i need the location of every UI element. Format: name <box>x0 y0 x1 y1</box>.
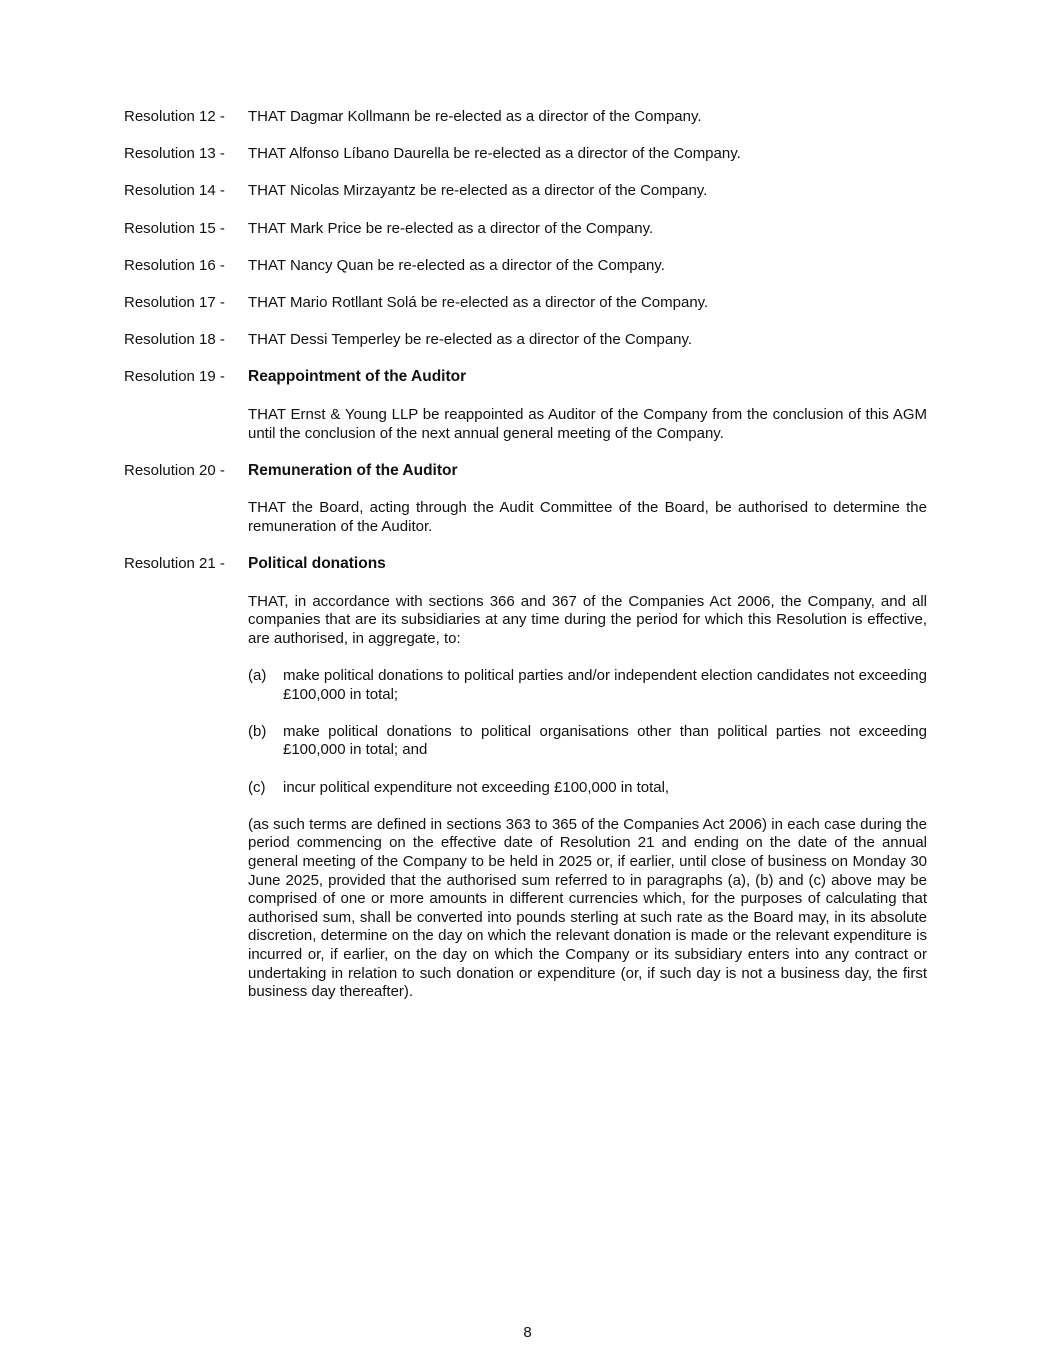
resolution-21-closing: (as such terms are defined in sections 363 to 365 of the Companies Act 2006) in each case during the period commencing on the effective date of Resolution 21 and ending on the date of the annual general meeting of the Company to be held in 2025 or, if earlier, until close of business on Monday 30 June 2025, provided that the authorised sum referred to in paragraphs (a), (b) and (c) above may be comprised of one or more amounts in different currencies which, for the purposes of calculating that authorised sum, shall be converted into pounds sterling at such rate as the Board may, in its absolute discretion, determine on the day on which the relevant donation is made or the relevant expenditure is incurred or, if earlier, on the day on which the Company or its subsidiary enters into any contract or undertaking in relation to such donation or expenditure (or, if such day is not a business day, the first business day thereafter). <box>248 815 927 1001</box>
list-marker: (c) <box>248 778 266 796</box>
resolution-21-items <box>248 667 927 797</box>
list-marker: (b) <box>248 722 267 740</box>
list-item-text: incur political expenditure not exceeding £100,000 in total, <box>283 778 670 796</box>
resolution-19-header <box>124 368 927 387</box>
resolution-20-body: THAT the Board, acting through the Audit Committee of the Board, be authorised to determine the remuneration of the Auditor. <box>248 499 927 535</box>
page-number: 8 <box>523 1324 532 1341</box>
resolution-18 <box>124 331 927 350</box>
resolution-21-intro: THAT, in accordance with sections 366 and 367 of the Companies Act 2006, the Company, and all companies that are its subsidiaries at any time during the period for which this Resolution is effective, are authorised, in aggregate, to: <box>248 592 927 647</box>
resolution-label: Resolution 20 - <box>124 461 225 479</box>
resolution-label: Resolution 19 - <box>124 368 225 386</box>
resolution-13 <box>124 145 927 164</box>
resolution-20-header <box>124 462 927 481</box>
resolution-text: THAT Nicolas Mirzayantz be re-elected as a director of the Company. <box>248 182 708 200</box>
list-item <box>248 779 927 798</box>
resolution-19-body: THAT Ernst & Young LLP be reappointed as Auditor of the Company from the conclusion of this AGM until the conclusion of the next annual general meeting of the Company. <box>248 405 927 442</box>
resolution-17 <box>124 294 927 313</box>
resolution-label: Resolution 14 - <box>124 182 225 200</box>
resolution-text: THAT Mark Price be re-elected as a director of the Company. <box>248 219 654 237</box>
resolution-heading: Reappointment of the Auditor <box>248 368 467 386</box>
resolution-label: Resolution 13 - <box>124 145 225 163</box>
resolution-label: Resolution 12 - <box>124 108 225 125</box>
list-item-text: make political donations to political parties and/or independent election candidates not exceeding £100,000 in total; <box>283 667 927 703</box>
list-item <box>248 667 927 704</box>
resolution-label: Resolution 21 - <box>124 555 225 573</box>
resolution-21-header <box>124 555 927 574</box>
resolution-text: THAT Mario Rotllant Solá be re-elected as a director of the Company. <box>248 293 709 311</box>
resolution-12 <box>124 108 927 127</box>
list-marker: (a) <box>248 667 267 685</box>
resolution-text: THAT Dagmar Kollmann be re-elected as a director of the Company. <box>248 108 702 125</box>
resolution-heading: Political donations <box>248 555 386 573</box>
resolution-14 <box>124 182 927 201</box>
resolution-15 <box>124 220 927 239</box>
resolution-label: Resolution 18 - <box>124 331 225 349</box>
resolution-label: Resolution 17 - <box>124 293 225 311</box>
resolution-text: THAT Dessi Temperley be re-elected as a director of the Company. <box>248 331 693 349</box>
resolution-heading: Remuneration of the Auditor <box>248 461 458 479</box>
list-item-text: make political donations to political organisations other than political parties not exceeding £100,000 in total; and <box>283 722 927 759</box>
resolution-text: THAT Nancy Quan be re-elected as a director of the Company. <box>248 256 665 274</box>
document-page <box>124 108 927 1020</box>
resolution-text: THAT Alfonso Líbano Daurella be re-elected as a director of the Company. <box>248 145 741 163</box>
list-item <box>248 723 927 760</box>
resolution-16 <box>124 257 927 276</box>
resolution-label: Resolution 15 - <box>124 219 225 237</box>
resolution-label: Resolution 16 - <box>124 256 225 274</box>
